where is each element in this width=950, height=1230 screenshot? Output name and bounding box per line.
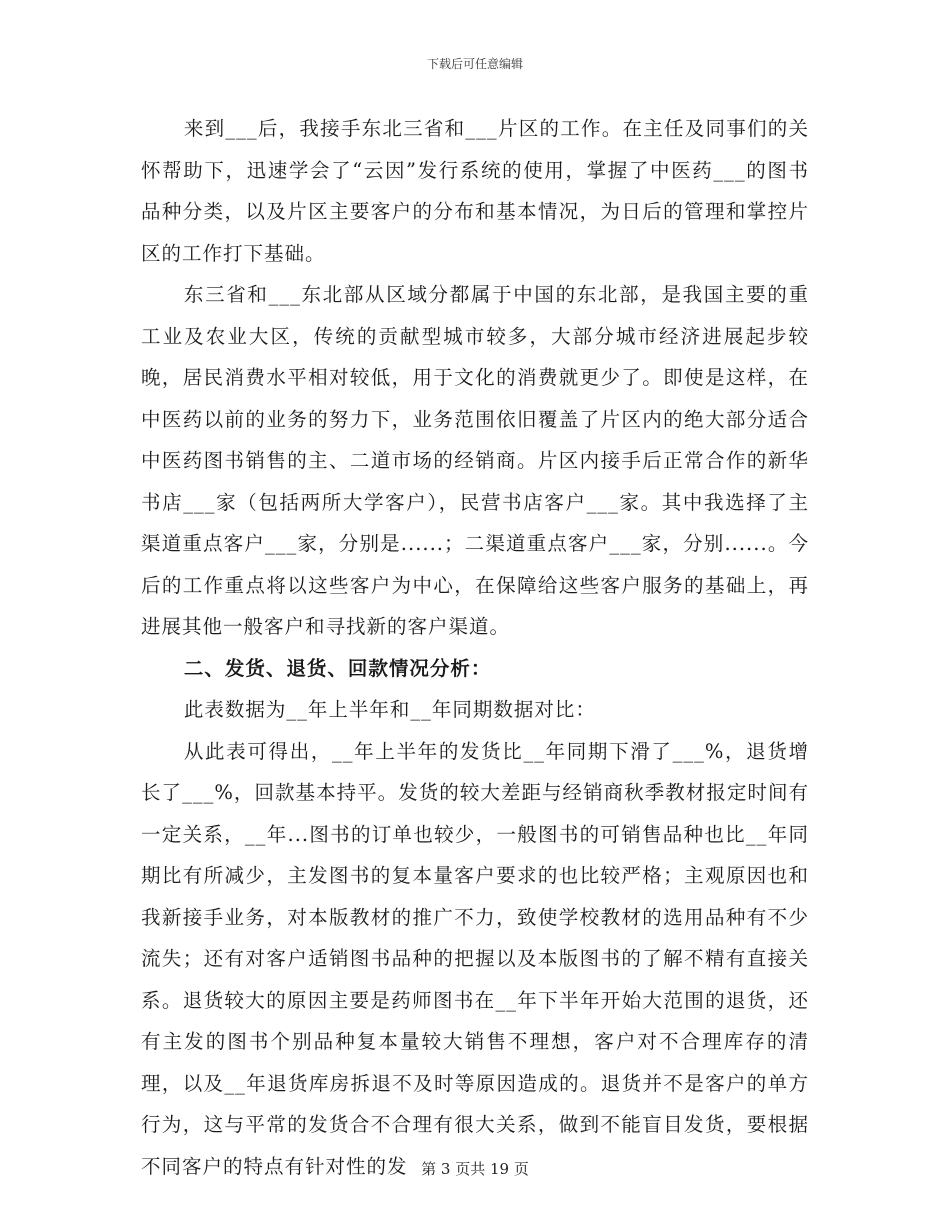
paragraph-analysis: 从此表可得出，__年上半年的发货比__年同期下滑了___%，退货增长了___%，回款基本持平。发货的较大差距与经销商秋季教材报定时间有一定关系，__年...图书的订单也较少，一般图书的可销售品种也比__年同期比有所减少，主发图书的复本量客户要求的也比较严格；主观原因也和我新接手业务，对本版教材的推广不力，致使学校教材的选用品种有不少流失；还有对客户适销图书品种的把握以及本版图书的了解不精有直接关系。退货较大的原因主要是药师图书在__年下半年开始大范围的退货，还有主发的图书个别品种复本量较大销售不理想，客户对不合理库存的清理，以及__年退货库房拆退不及时等原因造成的。退货并不是客户的单方行为，这与平常的发货合不合理有很大关系，做到不能盲目发货，要根据不同客户的特点有针对性的发 bbox=[141, 739, 809, 1178]
paragraph-intro: 来到___后，我接手东北三省和___片区的工作。在主任及同事们的关怀帮助下，迅速学会了“云因”发行系统的使用，掌握了中医药___的图书品种分类，以及片区主要客户的分布和基本情况，为日后的管理和掌控片区的工作打下基础。 bbox=[141, 117, 809, 265]
page-header: 下载后可任意编辑 bbox=[426, 57, 523, 71]
paragraph-table-note: 此表数据为__年上半年和__年同期数据对比： bbox=[183, 698, 596, 721]
page-footer: 第 3 页共 19 页 bbox=[421, 1160, 529, 1178]
document-body bbox=[141, 108, 809, 1187]
section-heading: 二、发货、退货、回款情况分析： bbox=[183, 656, 492, 680]
paragraph-region: 东三省和___东北部从区域分都属于中国的东北部，是我国主要的重工业及农业大区，传统的贡献型城市较多，大部分城市经济进展起步较晚，居民消费水平相对较低，用于文化的消费就更少了。即使是这样，在中医药以前的业务的努力下，业务范围依旧覆盖了片区内的绝大部分适合中医药图书销售的主、二道市场的经销商。片区内接手后正常合作的新华书店___家（包括两所大学客户），民营书店客户___家。其中我选择了主渠道重点客户___家，分别是......；二渠道重点客户___家，分别......。今后的工作重点将以这些客户为中心，在保障给这些客户服务的基础上，再进展其他一般客户和寻找新的客户渠道。 bbox=[141, 283, 809, 638]
